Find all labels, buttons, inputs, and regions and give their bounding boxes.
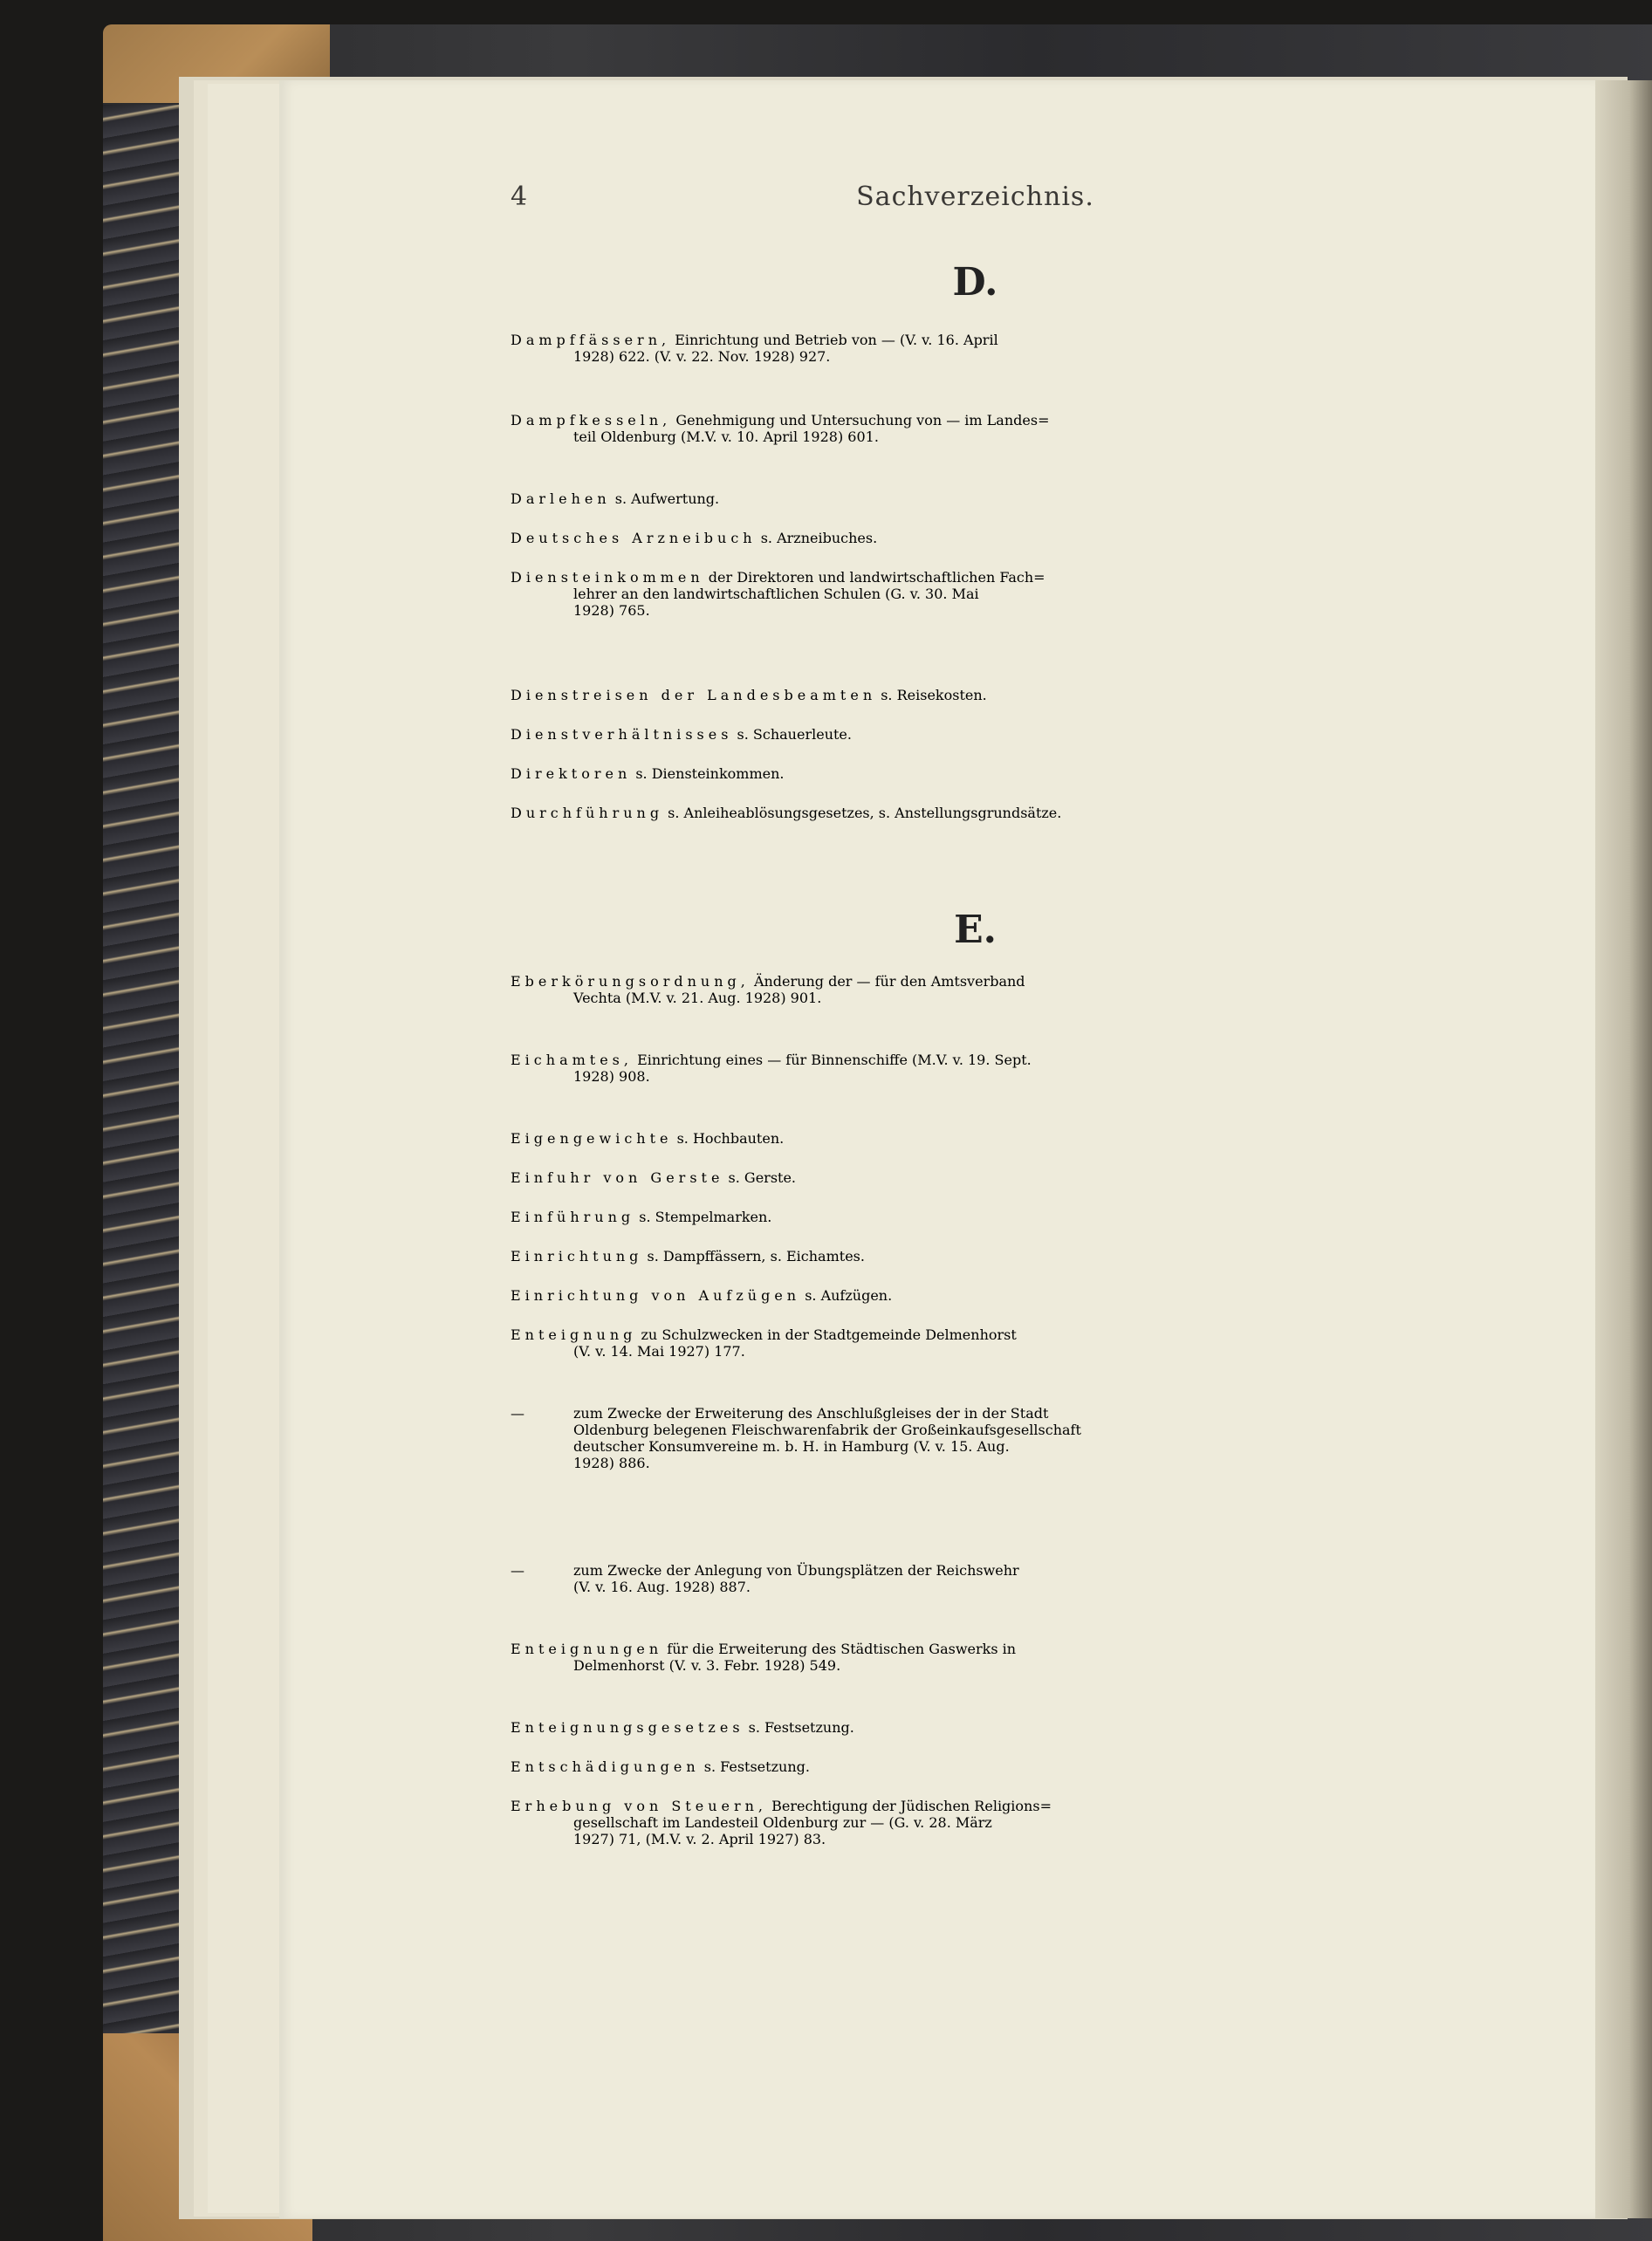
entry-keyword: Erhebung von Steuern, [511, 1798, 768, 1814]
entry-keyword: Enteignungsgesetzes [511, 1719, 744, 1736]
entry-text: s. Aufzügen. [805, 1287, 893, 1304]
index-entry [511, 765, 1440, 782]
index-entry [511, 1052, 1440, 1085]
index-entry [511, 569, 1440, 619]
entry-keyword: Einrichtung [511, 1248, 643, 1264]
entry-dash: — [511, 1562, 524, 1579]
entry-text: s. Festsetzung. [703, 1758, 810, 1775]
page-number: 4 [511, 182, 528, 212]
entry-text: Änderung der — für den Amtsverband [753, 973, 1025, 990]
entry-continuation: 1928) 622. (V. v. 22. Nov. 1928) 927. [573, 348, 831, 365]
entry-text: Berechtigung der Jüdischen Religions= [771, 1798, 1052, 1814]
entry-keyword: Eigengewichte [511, 1130, 673, 1147]
book-page [279, 80, 1595, 2218]
entry-text: der Direktoren und landwirtschaftlichen Fach= [708, 569, 1045, 586]
index-subentry [511, 1405, 1440, 1471]
entry-text: s. Festsetzung. [748, 1719, 854, 1736]
index-entry [511, 1130, 1440, 1147]
entry-keyword: Enteignungen [511, 1641, 663, 1657]
entry-text: s. Schauerleute. [737, 726, 852, 743]
index-entry [511, 1641, 1440, 1674]
entry-text: s. Anleiheablösungsgesetzes, s. Anstellungsgrundsätze. [668, 805, 1062, 821]
entry-continuation: lehrer an den landwirtschaftlichen Schulen (G. v. 30. Mai [573, 586, 979, 602]
index-entry [511, 490, 1440, 507]
index-entry [511, 1169, 1440, 1186]
entry-continuation: 1927) 71, (M.V. v. 2. April 1927) 83. [573, 1831, 826, 1847]
page-title: Sachverzeichnis. [856, 182, 1094, 212]
entry-text: für die Erweiterung des Städtischen Gaswerks in [667, 1641, 1017, 1657]
index-entry [511, 332, 1440, 365]
index-entry [511, 805, 1440, 821]
index-entry [511, 726, 1440, 743]
entry-continuation: gesellschaft im Landesteil Oldenburg zur — (G. v. 28. März [573, 1814, 992, 1831]
index-entry [511, 687, 1440, 703]
entry-text: zum Zwecke der Erweiterung des Anschlußgleises der in der Stadt [573, 1405, 1049, 1422]
entry-continuation: teil Oldenburg (M.V. v. 10. April 1928) 601. [573, 428, 879, 445]
index-entry [511, 1248, 1440, 1264]
entry-keyword: Einrichtung von Aufzügen [511, 1287, 801, 1304]
entry-keyword: Enteignung [511, 1326, 637, 1343]
running-header [511, 182, 1440, 221]
entry-text: s. Gerste. [728, 1169, 797, 1186]
entry-text: s. Reisekosten. [881, 687, 987, 703]
entry-text: s. Aufwertung. [614, 490, 720, 507]
entry-continuation: 1928) 908. [573, 1068, 650, 1085]
index-entry [511, 530, 1440, 546]
entry-keyword: Deutsches Arzneibuch [511, 530, 757, 546]
entry-continuation: Delmenhorst (V. v. 3. Febr. 1928) 549. [573, 1657, 841, 1674]
entry-keyword: Dampfkesseln, [511, 412, 672, 428]
page-gutter [1595, 80, 1652, 2218]
entry-text: s. Stempelmarken. [639, 1209, 772, 1225]
index-entry [511, 1758, 1440, 1775]
entry-text: Genehmigung und Untersuchung von — im Landes= [675, 412, 1050, 428]
entry-text: s. Dampffässern, s. Eichamtes. [647, 1248, 865, 1264]
entry-text: s. Diensteinkommen. [635, 765, 785, 782]
section-heading-d: D. [952, 260, 998, 305]
entry-continuation: (V. v. 16. Aug. 1928) 887. [573, 1579, 751, 1595]
entry-text: Einrichtung eines — für Binnenschiffe (M.V. v. 19. Sept. [637, 1052, 1032, 1068]
entry-text: zum Zwecke der Anlegung von Übungsplätzen der Reichswehr [573, 1562, 1019, 1579]
index-entry [511, 1287, 1440, 1304]
entry-keyword: Einfuhr von Gerste [511, 1169, 724, 1186]
entry-keyword: Einführung [511, 1209, 635, 1225]
entry-keyword: Durchführung [511, 805, 664, 821]
index-entry [511, 1719, 1440, 1736]
entry-keyword: Darlehen [511, 490, 611, 507]
entry-continuation: deutscher Konsumvereine m. b. H. in Hamburg (V. v. 15. Aug. [573, 1438, 1010, 1455]
entry-continuation: (V. v. 14. Mai 1927) 177. [573, 1343, 745, 1360]
index-subentry [511, 1562, 1440, 1595]
entry-continuation: Oldenburg belegenen Fleischwarenfabrik der Großeinkaufsgesellschaft [573, 1422, 1081, 1438]
entry-text: zu Schulzwecken in der Stadtgemeinde Delmenhorst [641, 1326, 1017, 1343]
index-entry [511, 973, 1440, 1006]
entry-keyword: Direktoren [511, 765, 632, 782]
entry-text: s. Hochbauten. [676, 1130, 785, 1147]
entry-keyword: Dienstreisen der Landesbeamten [511, 687, 877, 703]
index-entry [511, 1326, 1440, 1360]
entry-keyword: Dampffässern, [511, 332, 671, 348]
index-entry [511, 1798, 1440, 1847]
entry-continuation: 1928) 886. [573, 1455, 650, 1471]
entry-keyword: Eichamtes, [511, 1052, 633, 1068]
entry-keyword: Dienstverhältnisses [511, 726, 733, 743]
index-entry [511, 1209, 1440, 1225]
section-heading-e: E. [954, 908, 997, 952]
entry-continuation: Vechta (M.V. v. 21. Aug. 1928) 901. [573, 990, 822, 1006]
index-entry [511, 412, 1440, 445]
entry-keyword: Diensteinkommen [511, 569, 704, 586]
entry-keyword: Entschädigungen [511, 1758, 700, 1775]
entry-continuation: 1928) 765. [573, 602, 650, 619]
entry-text: s. Arzneibuches. [760, 530, 878, 546]
entry-keyword: Eberkörungsordnung, [511, 973, 750, 990]
entry-text: Einrichtung und Betrieb von — (V. v. 16. April [675, 332, 998, 348]
entry-dash: — [511, 1405, 524, 1422]
marbled-binding [103, 105, 186, 2042]
